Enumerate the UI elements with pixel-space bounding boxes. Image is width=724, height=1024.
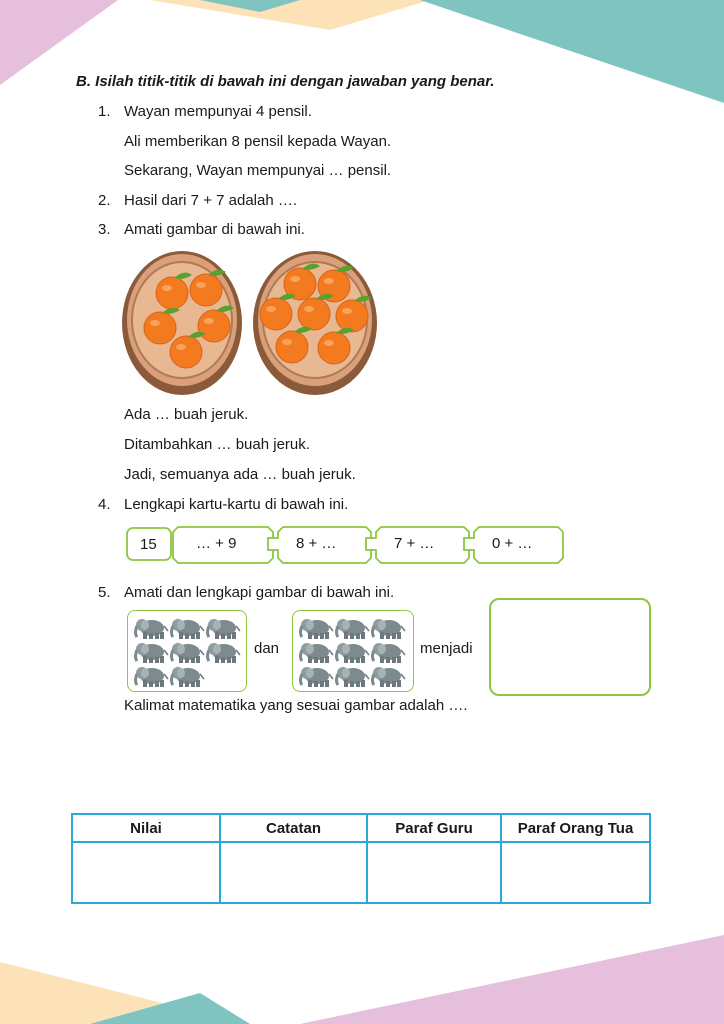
question-2-text: Hasil dari 7 + 7 adalah …. — [124, 192, 298, 209]
header-catatan: Catatan — [220, 814, 367, 842]
deco-peach-top — [150, 0, 430, 30]
question-1-line-3: Sekarang, Wayan mempunyai … pensil. — [124, 162, 392, 179]
question-3-line-1: Ada … buah jeruk. — [124, 406, 249, 423]
header-paraf-orang-tua: Paraf Orang Tua — [501, 814, 650, 842]
answer-box[interactable] — [489, 598, 651, 696]
elephant-icon — [172, 643, 205, 663]
question-1-line-1: Wayan mempunyai 4 pensil. — [124, 103, 312, 120]
card-15: 15 — [140, 536, 157, 553]
dan-label: dan — [254, 640, 280, 657]
question-4-text: Lengkapi kartu-kartu di bawah ini. — [124, 496, 349, 513]
header-nilai: Nilai — [72, 814, 220, 842]
elephant-icon — [136, 667, 169, 687]
card-0-plus-blank: 0 + … — [492, 535, 533, 552]
question-number: 1. — [98, 103, 111, 120]
header-paraf-guru: Paraf Guru — [367, 814, 501, 842]
elephant-group-left — [128, 611, 246, 691]
elephant-icon — [337, 667, 370, 687]
elephant-icon — [136, 619, 169, 639]
cell-paraf-guru[interactable] — [367, 842, 501, 903]
elephant-icon — [373, 643, 406, 663]
elephant-icon — [301, 619, 334, 639]
elephant-group-right — [293, 611, 413, 691]
cell-nilai[interactable] — [72, 842, 220, 903]
elephant-box-left — [127, 610, 247, 692]
elephant-icon — [136, 643, 169, 663]
card-8-plus-blank: 8 + … — [296, 535, 337, 552]
elephant-icon — [208, 619, 241, 639]
question-5-sentence: Kalimat matematika yang sesuai gambar adalah …. — [124, 697, 468, 714]
question-number: 2. — [98, 192, 111, 209]
elephant-icon — [373, 667, 406, 687]
elephant-box-right — [292, 610, 414, 692]
orange-baskets-image — [120, 248, 382, 398]
deco-pink-bottom — [300, 935, 724, 1024]
elephant-icon — [337, 619, 370, 639]
menjadi-label: menjadi — [420, 640, 473, 657]
elephant-icon — [337, 643, 370, 663]
question-1-line-2: Ali memberikan 8 pensil kepada Wayan. — [124, 133, 392, 150]
section-title: B. Isilah titik-titik di bawah ini dengan jawaban yang benar. — [76, 73, 495, 90]
question-3-line-2: Ditambahkan … buah jeruk. — [124, 436, 310, 453]
elephant-icon — [301, 667, 334, 687]
elephant-icon — [373, 619, 406, 639]
card-7-plus-blank: 7 + … — [394, 535, 435, 552]
card-blank-plus-9: … + 9 — [196, 535, 237, 552]
cell-catatan[interactable] — [220, 842, 367, 903]
question-number: 4. — [98, 496, 111, 513]
question-3-line-3: Jadi, semuanya ada … buah jeruk. — [124, 466, 356, 483]
question-number: 3. — [98, 221, 111, 238]
elephant-icon — [208, 643, 241, 663]
elephant-icon — [301, 643, 334, 663]
question-5-text: Amati dan lengkapi gambar di bawah ini. — [124, 584, 395, 601]
question-3-text: Amati gambar di bawah ini. — [124, 221, 305, 238]
question-number: 5. — [98, 584, 111, 601]
cell-paraf-orang-tua[interactable] — [501, 842, 650, 903]
elephant-icon — [172, 667, 205, 687]
elephant-icon — [172, 619, 205, 639]
grade-table — [71, 813, 651, 904]
